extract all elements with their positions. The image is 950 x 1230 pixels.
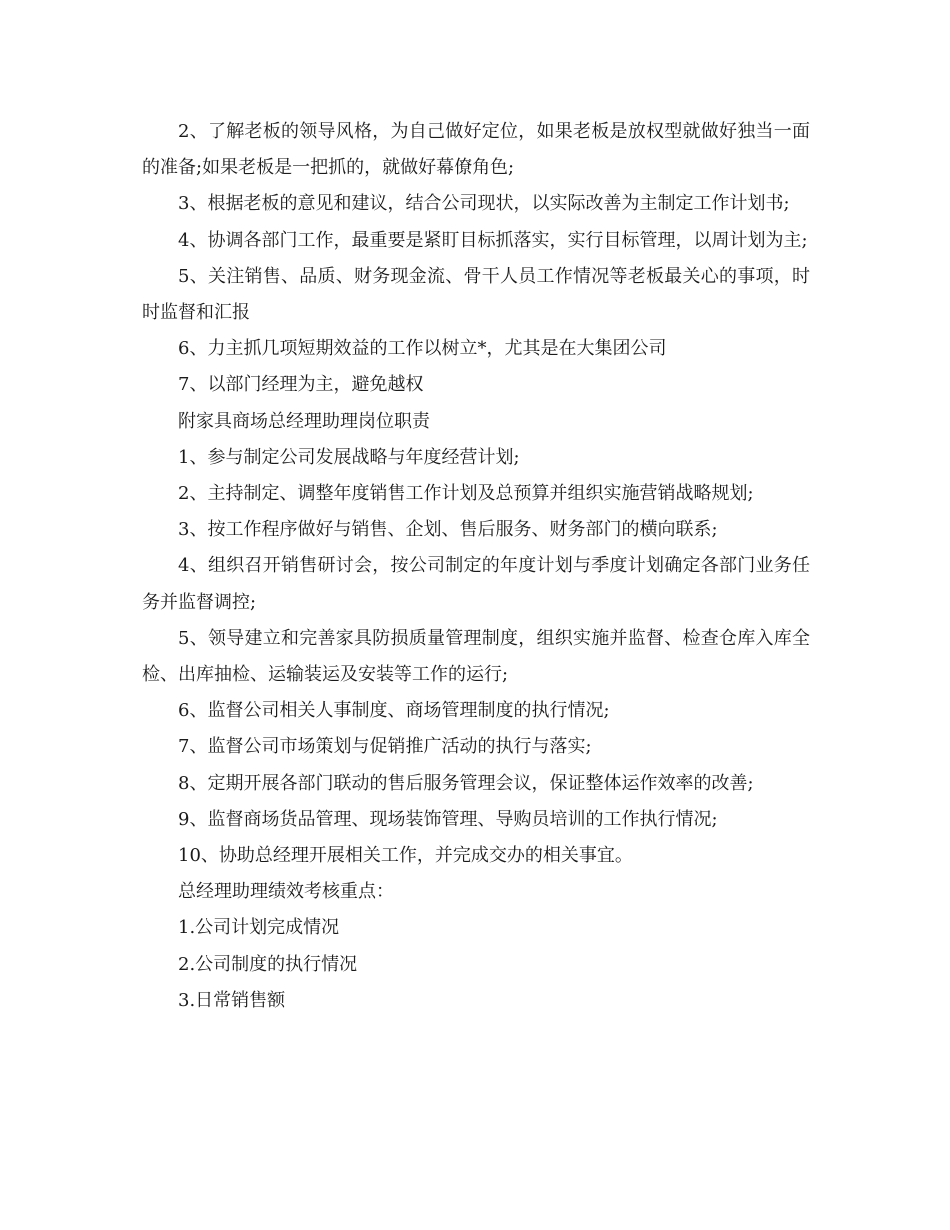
duty-item-2: 2、主持制定、调整年度销售工作计划及总预算并组织实施营销战略规划; [178,483,754,505]
paragraph-avoid-overstep: 7、以部门经理为主，避免越权 [178,374,424,396]
paragraph-leader-style: 2、了解老板的领导风格，为自己做好定位，如果老板是放权型就做好独当一面的准备;如果老板是一把抓的，就做好幕僚角色; [142,121,810,179]
duty-item-4: 4、组织召开销售研讨会，按公司制定的年度计划与季度计划确定各部门业务任务并监督调控; [142,555,810,613]
paragraph-focus-concerns: 5、关注销售、品质、财务现金流、骨干人员工作情况等老板最关心的事项，时时监督和汇报 [142,265,810,324]
kpi-item-1: 1.公司计划完成情况 [178,917,340,939]
duty-item-1: 1、参与制定公司发展战略与年度经营计划; [178,446,520,468]
duty-item-9: 9、监督商场货品管理、现场装饰管理、导购员培训的工作执行情况; [178,808,718,830]
duty-item-3: 3、按工作程序做好与销售、企划、售后服务、财务部门的横向联系; [178,519,718,541]
duty-item-6: 6、监督公司相关人事制度、商场管理制度的执行情况; [178,700,610,722]
paragraph-short-term-benefits: 6、力主抓几项短期效益的工作以树立*，尤其是在大集团公司 [178,338,667,360]
paragraph-work-plan: 3、根据老板的意见和建议，结合公司现状，以实际改善为主制定工作计划书; [178,193,790,215]
kpi-item-3: 3.日常销售额 [178,989,286,1011]
document-body [142,114,810,1019]
paragraph-coordinate-departments: 4、协调各部门工作，最重要是紧盯目标抓落实，实行目标管理，以周计划为主; [178,229,808,251]
section-heading-kpi: 总经理助理绩效考核重点： [178,881,394,903]
duty-item-10: 10、协助总经理开展相关工作，并完成交办的相关事宜。 [178,845,633,867]
kpi-item-2: 2.公司制度的执行情况 [178,953,358,975]
section-heading-duties: 附家具商场总经理助理岗位职责 [178,410,430,432]
duty-item-5: 5、领导建立和完善家具防损质量管理制度，组织实施并监督、检查仓库入库全检、出库抽检、运输装运及安装等工作的运行; [142,627,810,686]
duty-item-7: 7、监督公司市场策划与促销推广活动的执行与落实; [178,736,592,758]
duty-item-8: 8、定期开展各部门联动的售后服务管理会议，保证整体运作效率的改善; [178,772,754,794]
